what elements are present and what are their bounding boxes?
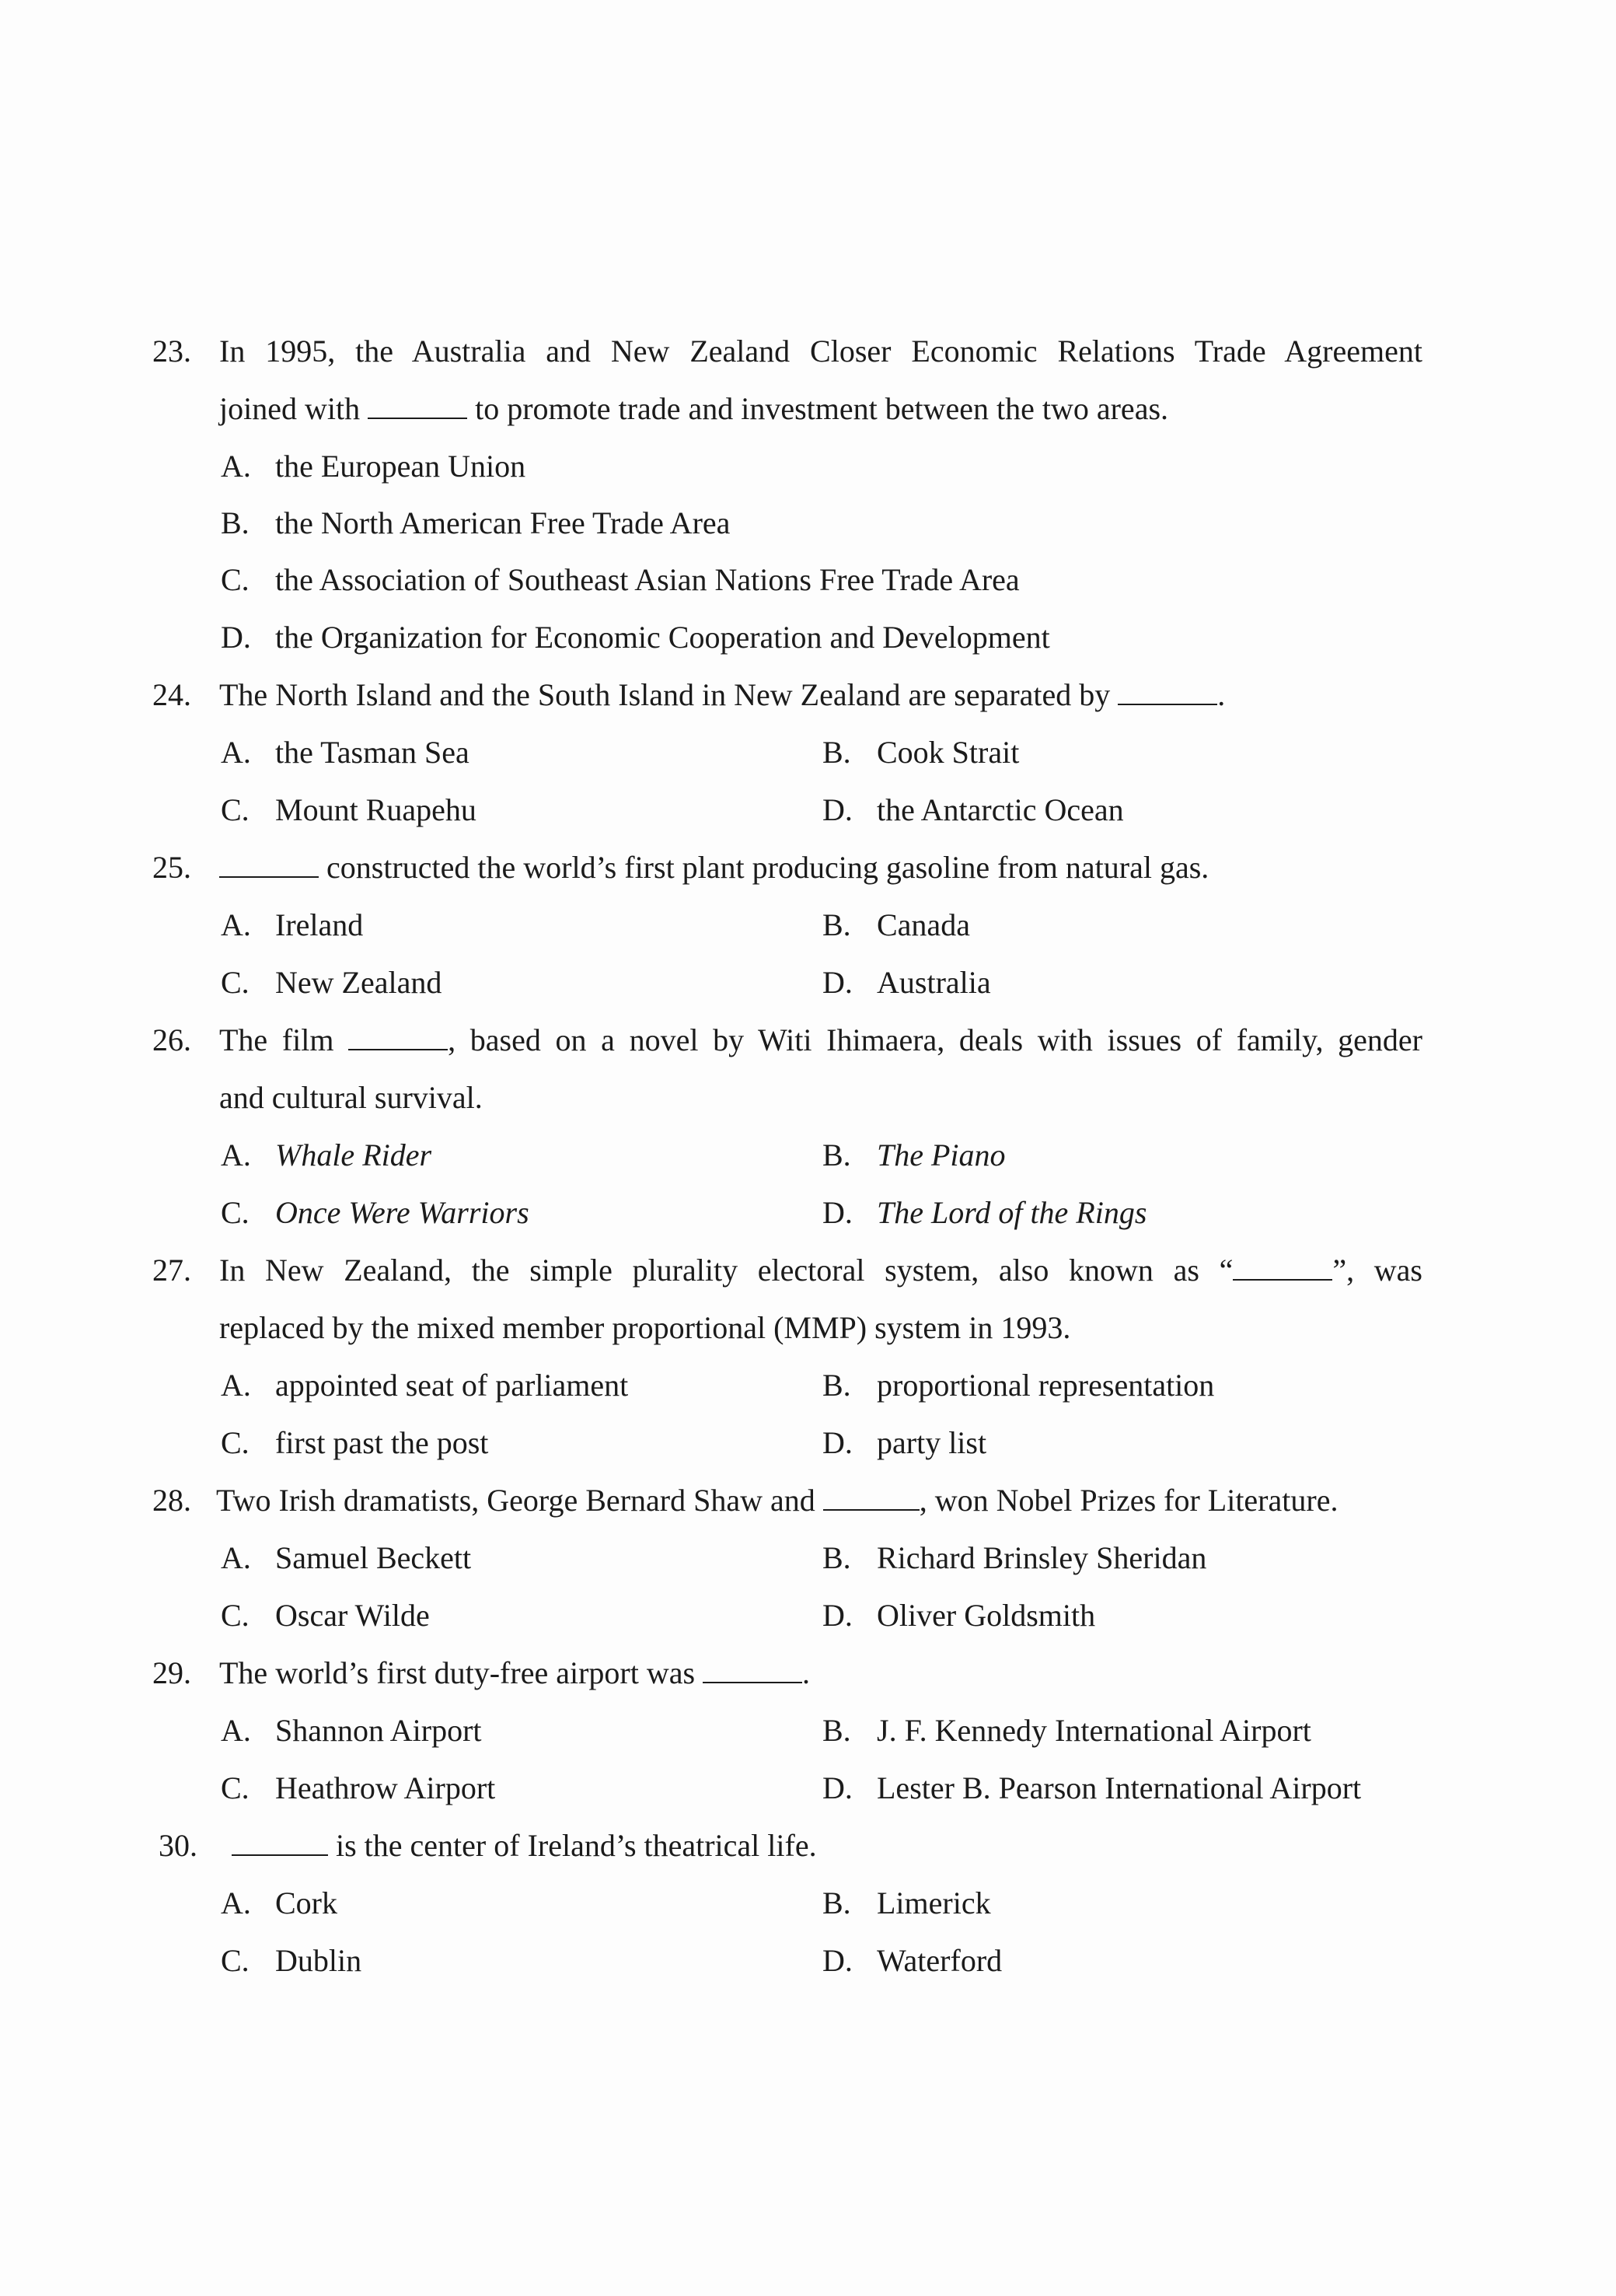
- option-a: [221, 448, 525, 485]
- option-letter: C.: [221, 562, 250, 597]
- option-b: [221, 505, 730, 542]
- option-letter: A.: [221, 1138, 251, 1172]
- option-letter: D.: [822, 1425, 853, 1460]
- option-letter: B.: [822, 735, 851, 770]
- option-text: Richard Brinsley Sheridan: [877, 1540, 1207, 1575]
- option-letter: D.: [221, 620, 251, 655]
- option-letter: C.: [221, 1195, 250, 1230]
- option-b: [822, 1885, 991, 1922]
- option-d: [822, 1770, 1361, 1807]
- option-text: Whale Rider: [275, 1138, 432, 1172]
- option-c: [221, 792, 476, 829]
- question-number: 28.: [152, 1483, 191, 1518]
- option-letter: A.: [221, 449, 251, 484]
- option-text: Heathrow Airport: [275, 1770, 496, 1805]
- option-a: [221, 907, 363, 944]
- option-letter: A.: [221, 1368, 251, 1403]
- stem-text: is the center of Ireland’s theatrical life.: [336, 1828, 817, 1863]
- option-d: [822, 1942, 1002, 1980]
- option-d: [822, 1597, 1095, 1634]
- option-c: [221, 964, 442, 1001]
- stem-text: , based on a novel by Witi Ihimaera, deals with issues of family, gender: [448, 1022, 1422, 1057]
- answer-blank: [703, 1655, 802, 1683]
- option-text: Cook Strait: [877, 735, 1020, 770]
- option-letter: D.: [822, 1598, 853, 1633]
- stem-text: and cultural survival.: [219, 1080, 483, 1115]
- stem-text: In New Zealand, the simple plurality electoral system, also known as “: [219, 1253, 1234, 1288]
- option-letter: B.: [822, 1885, 851, 1920]
- option-text: Dublin: [275, 1943, 362, 1978]
- option-letter: C.: [221, 1943, 250, 1978]
- option-text: the North American Free Trade Area: [275, 505, 731, 540]
- option-letter: D.: [822, 1770, 853, 1805]
- answer-blank: [232, 1828, 328, 1856]
- stem-text: The film: [219, 1022, 334, 1057]
- option-letter: C.: [221, 1598, 250, 1633]
- option-letter: A.: [221, 735, 251, 770]
- option-letter: B.: [822, 1713, 851, 1748]
- answer-blank: [823, 1483, 920, 1511]
- option-c: [221, 1424, 488, 1462]
- option-letter: D.: [822, 1195, 853, 1230]
- question-number: 30.: [159, 1828, 197, 1863]
- answer-blank: [1233, 1253, 1332, 1281]
- option-text: Lester B. Pearson International Airport: [877, 1770, 1362, 1805]
- answer-blank: [1118, 677, 1217, 705]
- option-letter: C.: [221, 1425, 250, 1460]
- option-d: [822, 1194, 1147, 1232]
- option-letter: D.: [822, 965, 853, 1000]
- option-text: the Antarctic Ocean: [877, 792, 1124, 827]
- option-text: the European Union: [275, 449, 526, 484]
- option-text: proportional representation: [877, 1368, 1215, 1403]
- option-text: appointed seat of parliament: [275, 1368, 629, 1403]
- option-c: [221, 1770, 495, 1807]
- option-letter: B.: [822, 1138, 851, 1172]
- question-number: 27.: [152, 1253, 191, 1288]
- option-text: Oscar Wilde: [275, 1598, 430, 1633]
- option-text: Once Were Warriors: [275, 1195, 529, 1230]
- option-c: [221, 561, 1020, 599]
- option-text: the Organization for Economic Cooperation and Development: [275, 620, 1050, 655]
- question-number: 25.: [152, 850, 191, 885]
- option-b: [822, 1712, 1311, 1749]
- stem-text: constructed the world’s first plant producing gasoline from natural gas.: [326, 850, 1209, 885]
- option-a: [221, 1712, 482, 1749]
- option-d: [822, 1424, 986, 1462]
- option-text: Mount Ruapehu: [275, 792, 476, 827]
- stem-text: The North Island and the South Island in New Zealand are separated by: [219, 677, 1111, 712]
- stem-text: ”, was: [1332, 1253, 1422, 1288]
- option-letter: A.: [221, 907, 251, 942]
- stem-text: .: [1217, 677, 1226, 712]
- option-text: Samuel Beckett: [275, 1540, 472, 1575]
- option-letter: B.: [221, 505, 250, 540]
- option-b: [822, 907, 970, 944]
- stem-text: Two Irish dramatists, George Bernard Shaw and: [216, 1483, 815, 1518]
- option-d: [822, 792, 1124, 829]
- stem-text: .: [802, 1655, 811, 1690]
- option-text: Ireland: [275, 907, 364, 942]
- option-letter: A.: [221, 1713, 251, 1748]
- question-number: 26.: [152, 1022, 191, 1057]
- option-a: [221, 1539, 471, 1577]
- option-text: Waterford: [877, 1943, 1003, 1978]
- option-text: Australia: [877, 965, 991, 1000]
- option-a: [221, 1885, 337, 1922]
- option-text: The Lord of the Rings: [877, 1195, 1147, 1230]
- option-letter: C.: [221, 792, 250, 827]
- option-text: The Piano: [877, 1138, 1006, 1172]
- question-number: 29.: [152, 1655, 191, 1690]
- option-d: [822, 964, 991, 1001]
- option-text: J. F. Kennedy International Airport: [877, 1713, 1311, 1748]
- option-letter: D.: [822, 792, 853, 827]
- option-text: Canada: [877, 907, 970, 942]
- option-text: party list: [877, 1425, 987, 1460]
- question-stem: In 1995, the Australia and New Zealand Closer Economic Relations Trade Agreement: [219, 334, 1422, 369]
- answer-blank: [368, 391, 467, 419]
- option-b: [822, 1137, 1006, 1174]
- option-a: [221, 1367, 628, 1404]
- option-c: [221, 1597, 430, 1634]
- option-text: New Zealand: [275, 965, 442, 1000]
- question-number: 24.: [152, 677, 191, 712]
- option-text: Limerick: [877, 1885, 991, 1920]
- option-letter: B.: [822, 1368, 851, 1403]
- answer-blank: [348, 1022, 448, 1050]
- option-letter: B.: [822, 907, 851, 942]
- answer-blank: [219, 850, 319, 878]
- stem-text: , won Nobel Prizes for Literature.: [919, 1483, 1339, 1518]
- option-text: the Association of Southeast Asian Nations Free Trade Area: [275, 562, 1020, 597]
- option-d: [221, 619, 1050, 656]
- option-b: [822, 1539, 1206, 1577]
- option-text: Oliver Goldsmith: [877, 1598, 1096, 1633]
- option-c: [221, 1194, 529, 1232]
- question-number: 23.: [152, 334, 191, 369]
- option-text: first past the post: [275, 1425, 489, 1460]
- stem-text: The world’s first duty-free airport was: [219, 1655, 696, 1690]
- option-letter: A.: [221, 1885, 251, 1920]
- option-letter: D.: [822, 1943, 853, 1978]
- option-letter: A.: [221, 1540, 251, 1575]
- option-c: [221, 1942, 361, 1980]
- option-b: [822, 1367, 1214, 1404]
- stem-text: joined with: [219, 391, 361, 426]
- stem-text: to promote trade and investment between the two areas.: [475, 391, 1169, 426]
- option-a: [221, 734, 469, 771]
- option-letter: B.: [822, 1540, 851, 1575]
- option-text: Shannon Airport: [275, 1713, 482, 1748]
- option-letter: C.: [221, 965, 250, 1000]
- option-text: Cork: [275, 1885, 337, 1920]
- option-a: [221, 1137, 431, 1174]
- option-text: the Tasman Sea: [275, 735, 469, 770]
- option-b: [822, 734, 1019, 771]
- stem-text: replaced by the mixed member proportional (MMP) system in 1993.: [219, 1310, 1071, 1345]
- option-letter: C.: [221, 1770, 250, 1805]
